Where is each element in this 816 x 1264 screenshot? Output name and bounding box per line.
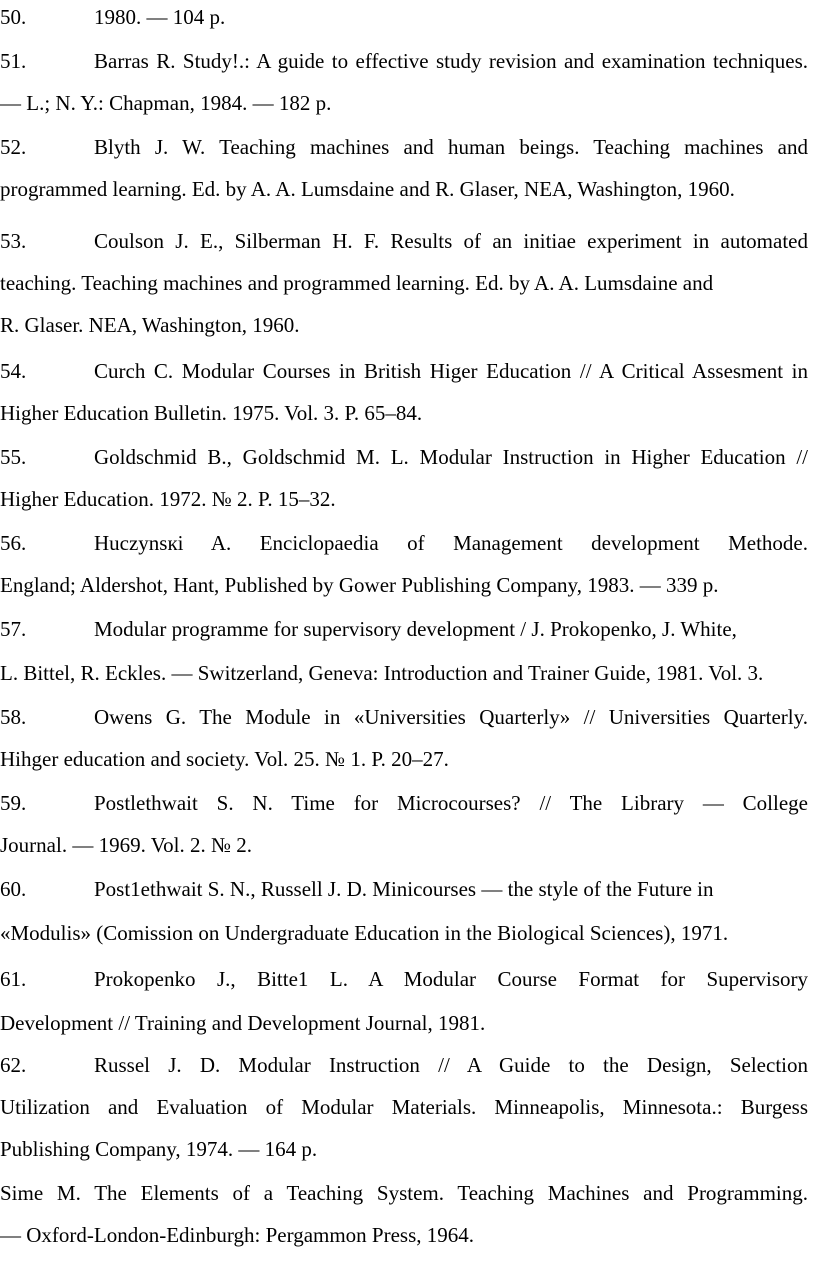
- reference-number: 52.: [0, 135, 27, 159]
- reference-50: [0, 4, 808, 30]
- reference-60: [0, 876, 808, 902]
- reference-text: — Oxford-London-Edinburgh: Pergammon Press, 1964.: [0, 1223, 475, 1247]
- reference-text: Russel J. D. Modular Instruction // A Guide to the Design, Selection: [94, 1053, 808, 1077]
- reference-62-continuation: [0, 1136, 808, 1162]
- reference-text: Owens G. The Module in «Universities Quarterly» // Universities Quarterly.: [94, 705, 808, 729]
- reference-text: R. Glaser. NEA, Washington, 1960.: [0, 313, 300, 337]
- reference-text: teaching. Teaching machines and programmed learning. Ed. by A. A. Lumsdaine and: [0, 271, 714, 295]
- reference-text: «Modulis» (Comission on Undergraduate Education in the Biological Sciences), 1971.: [0, 921, 729, 945]
- reference-text: Post1ethwait S. N., Russell J. D. Minicourses — the style of the Future in: [94, 877, 714, 901]
- reference-54: [0, 358, 808, 384]
- reference-number: 56.: [0, 531, 27, 555]
- reference-number: 62.: [0, 1053, 27, 1077]
- reference-text: Postlethwait S. N. Time for Microcourses? // The Library — College: [94, 791, 808, 815]
- reference-59-continuation: [0, 832, 808, 858]
- reference-text: Barras R. Study!.: A guide to effective study revision and examination techniques.: [94, 49, 808, 73]
- reference-text: Blyth J. W. Teaching machines and human beings. Teaching machines and: [94, 135, 808, 159]
- reference-text: Goldschmid B., Goldschmid M. L. Modular Instruction in Higher Education //: [94, 445, 808, 469]
- reference-56: [0, 530, 808, 556]
- reference-text: Development // Training and Development Journal, 1981.: [0, 1011, 486, 1035]
- reference-sime-continuation: [0, 1222, 808, 1248]
- reference-sime: [0, 1180, 808, 1206]
- reference-58: [0, 704, 808, 730]
- reference-number: 50.: [0, 5, 27, 29]
- reference-60-continuation: [0, 920, 808, 946]
- reference-text: Higher Education. 1972. № 2. P. 15–32.: [0, 487, 336, 511]
- reference-text: 1980. — 104 p.: [94, 5, 226, 29]
- reference-53-continuation: [0, 270, 808, 296]
- reference-56-continuation: [0, 572, 808, 598]
- reference-number: 53.: [0, 229, 27, 253]
- reference-62: [0, 1052, 808, 1078]
- reference-58-continuation: [0, 746, 808, 772]
- reference-51: [0, 48, 808, 74]
- reference-number: 60.: [0, 877, 27, 901]
- reference-57: [0, 616, 808, 642]
- reference-52: [0, 134, 808, 160]
- reference-61: [0, 966, 808, 992]
- reference-text: England; Aldershot, Hant, Published by Gower Publishing Company, 1983. — 339 p.: [0, 573, 719, 597]
- reference-62-continuation: [0, 1094, 808, 1120]
- reference-text: Journal. — 1969. Vol. 2. № 2.: [0, 833, 253, 857]
- reference-number: 54.: [0, 359, 27, 383]
- reference-text: Sime M. The Elements of a Teaching System. Teaching Machines and Programming.: [0, 1181, 808, 1205]
- reference-54-continuation: [0, 400, 808, 426]
- reference-text: Higher Education Bulletin. 1975. Vol. 3. P. 65–84.: [0, 401, 423, 425]
- reference-53: [0, 228, 808, 254]
- reference-text: Huczynsкi A. Enciclopaedia of Management development Methode.: [94, 531, 808, 555]
- reference-number: 57.: [0, 617, 27, 641]
- reference-text: Modular programme for supervisory development / J. Prokopenko, J. White,: [94, 617, 737, 641]
- reference-text: Prokopenko J., Bitte1 L. A Modular Course Format for Supervisory: [94, 967, 808, 991]
- reference-number: 61.: [0, 967, 27, 991]
- reference-text: Publishing Company, 1974. — 164 p.: [0, 1137, 318, 1161]
- reference-57-continuation: [0, 660, 808, 686]
- reference-55-continuation: [0, 486, 808, 512]
- reference-51-continuation: [0, 90, 808, 116]
- reference-text: — L.; N. Y.: Chapman, 1984. — 182 p.: [0, 91, 332, 115]
- reference-text: Hihger education and society. Vol. 25. № 1. P. 20–27.: [0, 747, 449, 771]
- reference-text: programmed learning. Ed. by A. A. Lumsdaine and R. Glaser, NEA, Washington, 1960.: [0, 177, 735, 201]
- reference-text: Utilization and Evaluation of Modular Materials. Minneapolis, Minnesota.: Burgess: [0, 1095, 808, 1119]
- reference-55: [0, 444, 808, 470]
- reference-number: 59.: [0, 791, 27, 815]
- reference-59: [0, 790, 808, 816]
- reference-text: Curch C. Modular Courses in British Higer Education // A Critical Assesment in: [94, 359, 808, 383]
- reference-53-continuation: [0, 312, 808, 338]
- reference-number: 58.: [0, 705, 27, 729]
- reference-text: Coulson J. E., Silberman H. F. Results of an initiae experiment in automated: [94, 229, 808, 253]
- reference-number: 55.: [0, 445, 27, 469]
- reference-number: 51.: [0, 49, 27, 73]
- reference-61-continuation: [0, 1010, 808, 1036]
- reference-text: L. Bittel, R. Eckles. — Switzerland, Geneva: Introduction and Trainer Guide, 1981. Vol. 3.: [0, 661, 764, 685]
- reference-52-continuation: [0, 176, 808, 202]
